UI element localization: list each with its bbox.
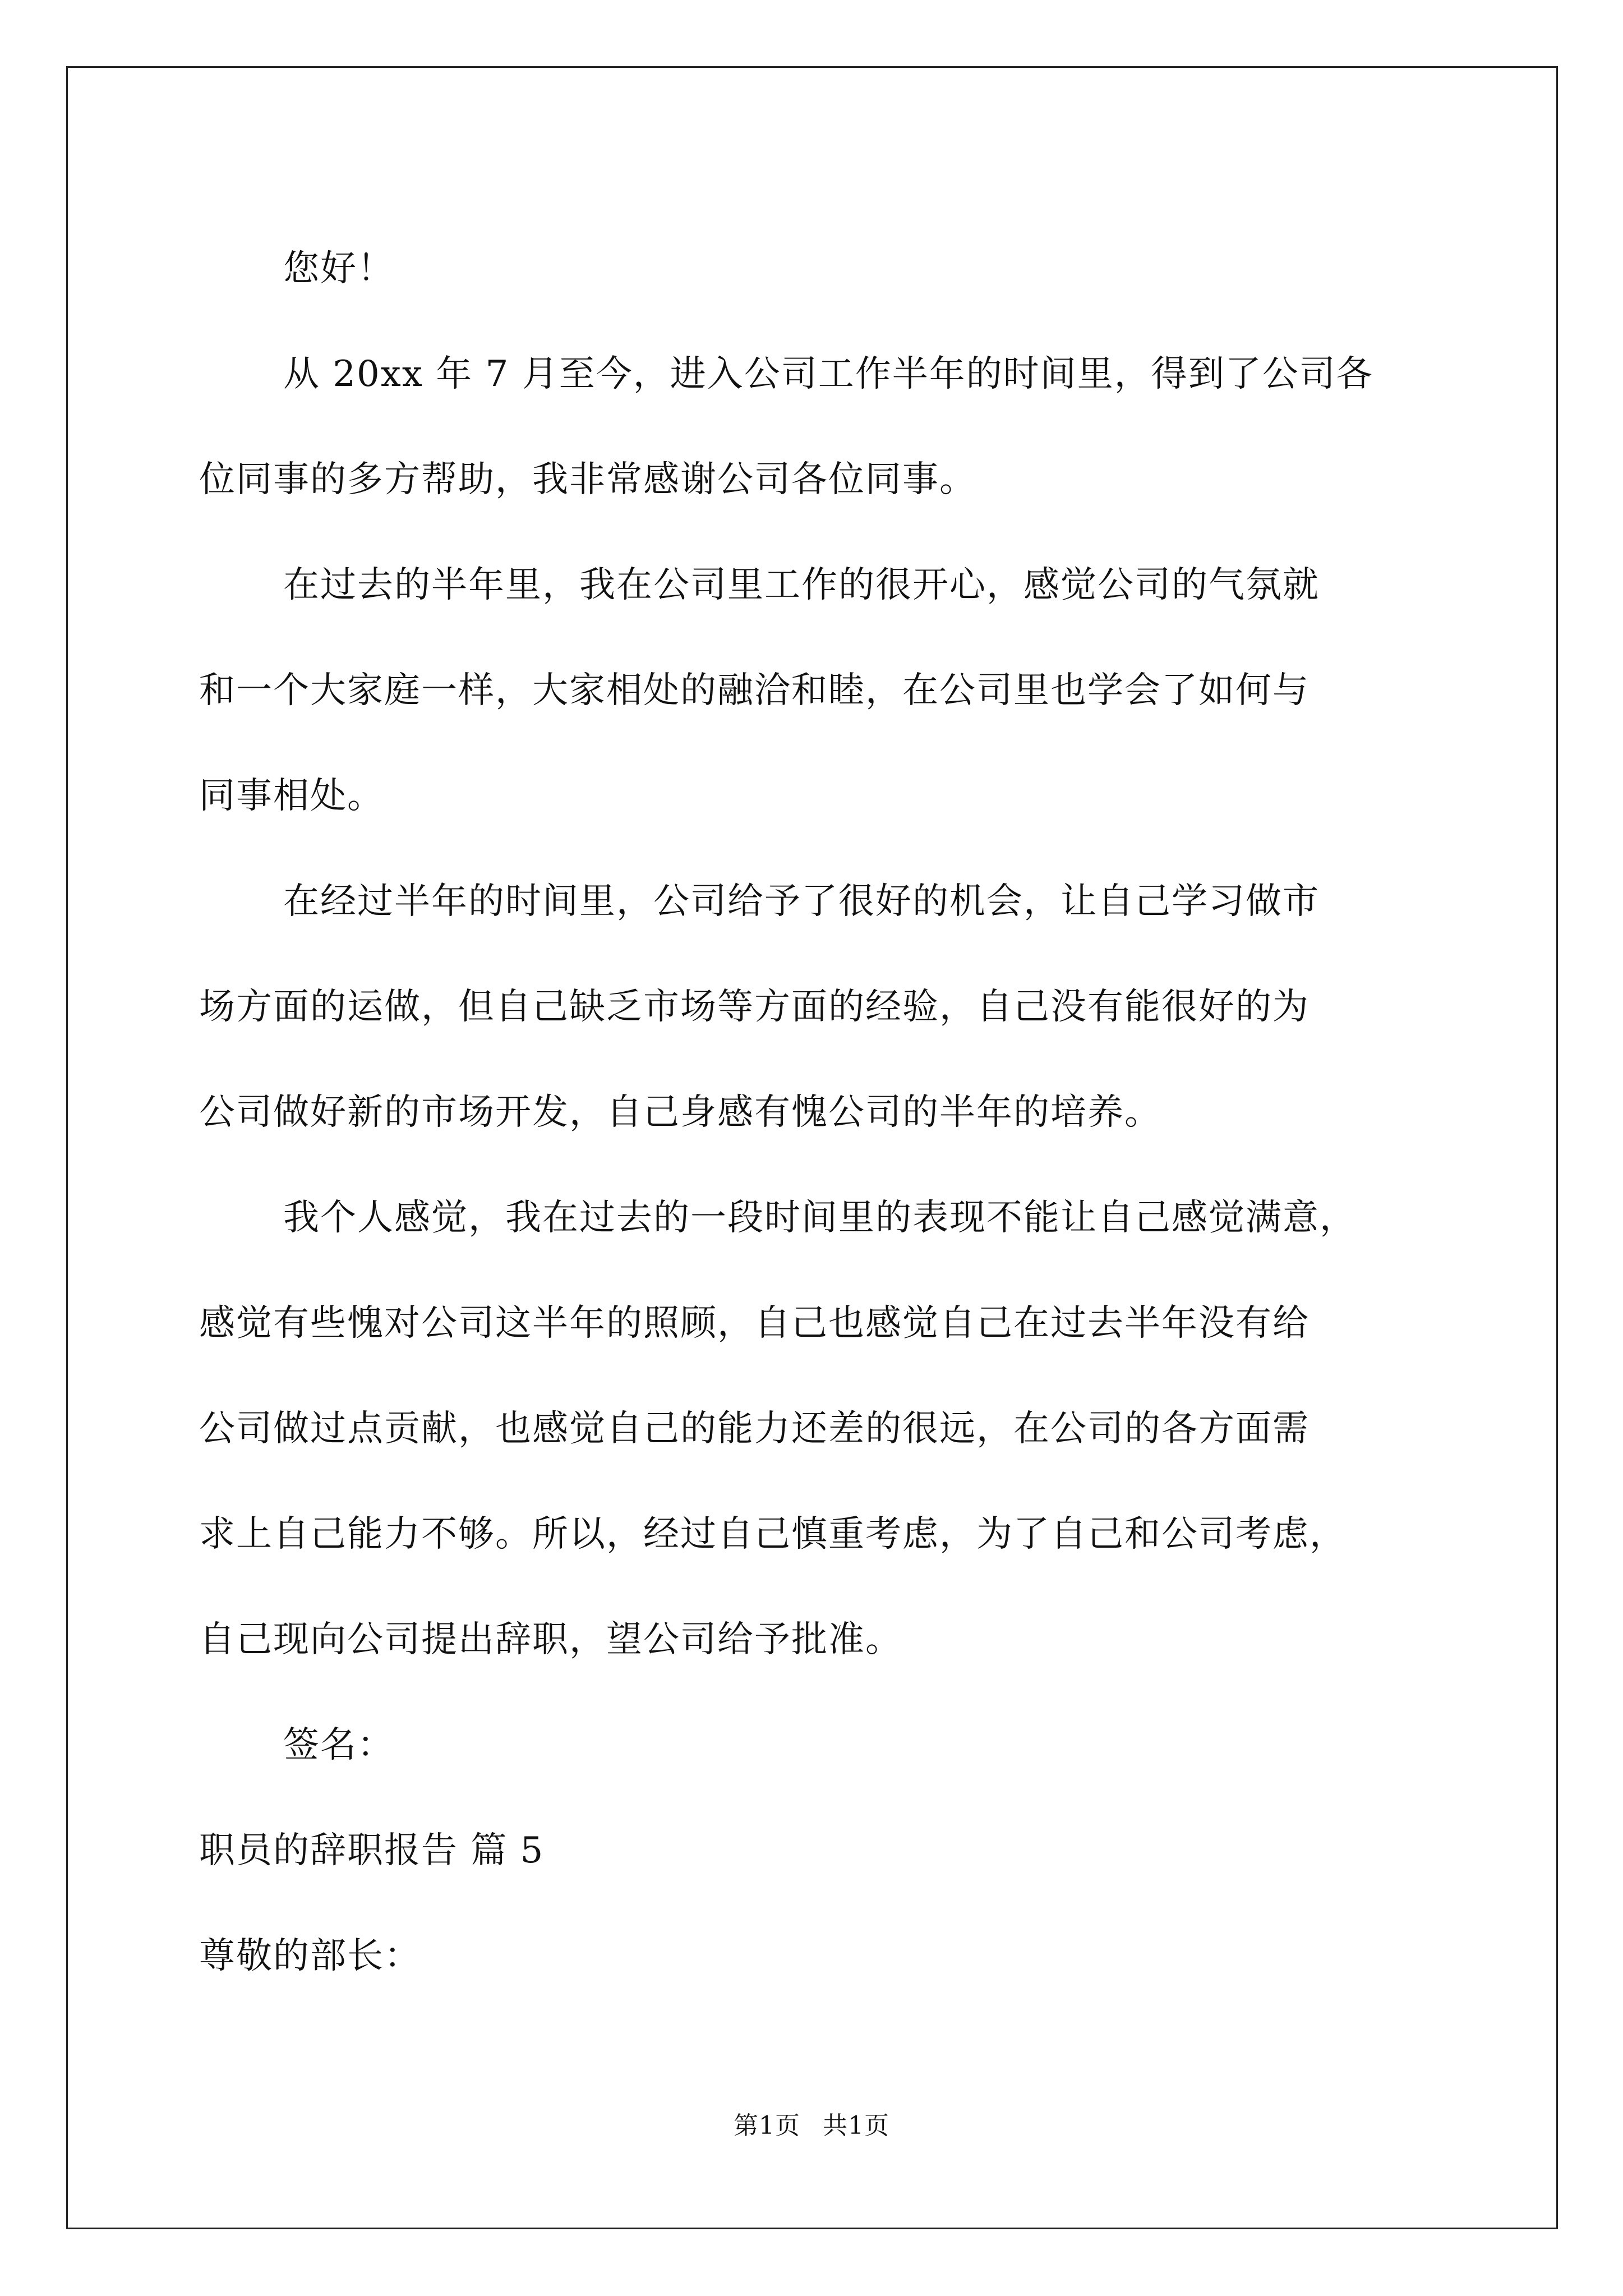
salutation-line: 尊敬的部长： [199,1935,421,1977]
paragraph-line: 在过去的半年里，我在公司里工作的很开心，感觉公司的气氛就 [283,564,1320,606]
paragraph-line: 感觉有些愧对公司这半年的照顾，自己也感觉自己在过去半年没有给 [199,1303,1310,1344]
paragraph-line: 我个人感觉，我在过去的一段时间里的表现不能让自己感觉满意， [283,1197,1357,1239]
signature-line: 签名： [283,1724,394,1766]
paragraph-line: 同事相处。 [199,775,384,817]
greeting-line: 您好！ [283,248,394,289]
document-body [199,216,1467,2009]
section-heading: 职员的辞职报告 篇 5 [199,1830,545,1871]
paragraph-line: 位同事的多方帮助，我非常感谢公司各位同事。 [199,459,976,500]
paragraph-line: 和一个大家庭一样，大家相处的融洽和睦，在公司里也学会了如何与 [199,670,1310,711]
paragraph-line: 自己现向公司提出辞职，望公司给予批准。 [199,1619,902,1660]
page-current: 第1页 [734,2111,800,2140]
paragraph-line: 从 20xx 年 7 月至今，进入公司工作半年的时间里，得到了公司各 [283,353,1373,395]
paragraph-line: 场方面的运做，但自己缺乏市场等方面的经验，自己没有能很好的为 [199,986,1310,1028]
paragraph-line: 在经过半年的时间里，公司给予了很好的机会，让自己学习做市 [283,881,1320,922]
page-footer [0,2109,1623,2143]
paragraph-line: 求上自己能力不够。所以，经过自己慎重考虑，为了自己和公司考虑， [199,1513,1347,1555]
page-total: 共1页 [823,2111,889,2140]
paragraph-line: 公司做过点贡献，也感觉自己的能力还差的很远，在公司的各方面需 [199,1408,1310,1450]
paragraph-line: 公司做好新的市场开发，自己身感有愧公司的半年的培养。 [199,1092,1161,1133]
